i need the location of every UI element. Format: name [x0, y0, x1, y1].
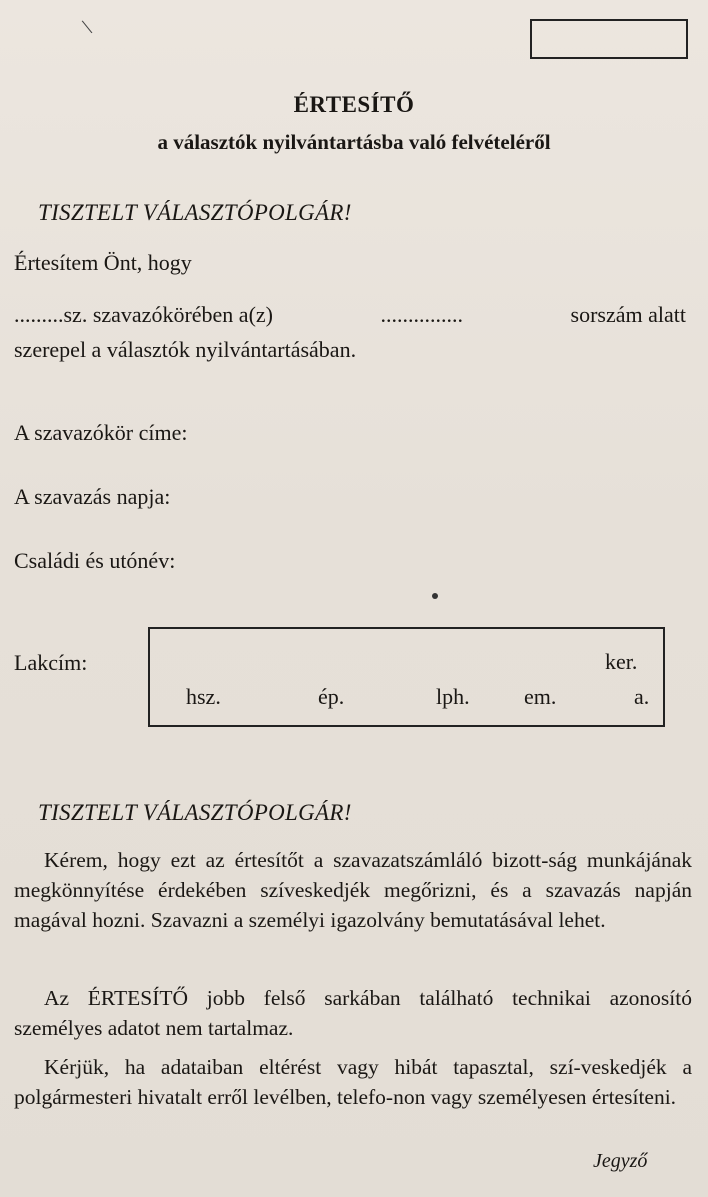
technical-id-note: Az ÉRTESÍTŐ jobb felső sarkában található technikai azonosító személyes adatot nem tartalmaz. [14, 986, 692, 1040]
intro-text: Értesítem Önt, hogy [14, 250, 192, 275]
district-abbrev: ker. [605, 649, 638, 674]
registry-line: szerepel a választók nyilvántartásában. [14, 337, 357, 362]
greeting-heading-2: TISZTELT VÁLASZTÓPOLGÁR! [38, 800, 352, 825]
instruction-paragraph: Kérem, hogy ezt az értesítőt a szavazatszámláló bizott-ság munkájának megkönnyítése érdekében szíveskedjék megőrizni, és a szavazás napján magával hozni. Szavazni a személyi igazolvány bemutatásával lehet. [14, 848, 692, 932]
door-abbrev: a. [634, 684, 650, 709]
serial-label: sorszám alatt [570, 302, 686, 327]
technical-id-box [530, 19, 688, 59]
serial-number-field: ............... [380, 302, 463, 327]
pen-mark: \ [79, 13, 95, 40]
signature-notary: Jegyző [593, 1150, 648, 1172]
staircase-abbrev: lph. [436, 684, 470, 709]
polling-address-label: A szavazókör címe: [14, 420, 188, 445]
floor-abbrev: em. [524, 684, 557, 709]
greeting-heading: TISZTELT VÁLASZTÓPOLGÁR! [38, 200, 352, 225]
residence-label: Lakcím: [14, 650, 88, 675]
document-title: ÉRTESÍTŐ [293, 92, 415, 117]
district-number-field: .........sz. szavazókörében a(z) [14, 302, 273, 327]
full-name-label: Családi és utónév: [14, 548, 176, 573]
voting-date-label: A szavazás napja: [14, 484, 171, 509]
district-line [14, 302, 686, 328]
building-abbrev: ép. [318, 684, 345, 709]
residence-address-box [148, 627, 665, 727]
document-subtitle: a választók nyilvántartásba való felvételéről [157, 130, 551, 154]
ink-spot [432, 593, 438, 599]
house-number-abbrev: hsz. [186, 684, 221, 709]
error-report-paragraph: Kérjük, ha adataiban eltérést vagy hibát tapasztal, szí-veskedjék a polgármesteri hivatalt erről levélben, telefo-non vagy személyesen értesíteni. [14, 1055, 692, 1109]
